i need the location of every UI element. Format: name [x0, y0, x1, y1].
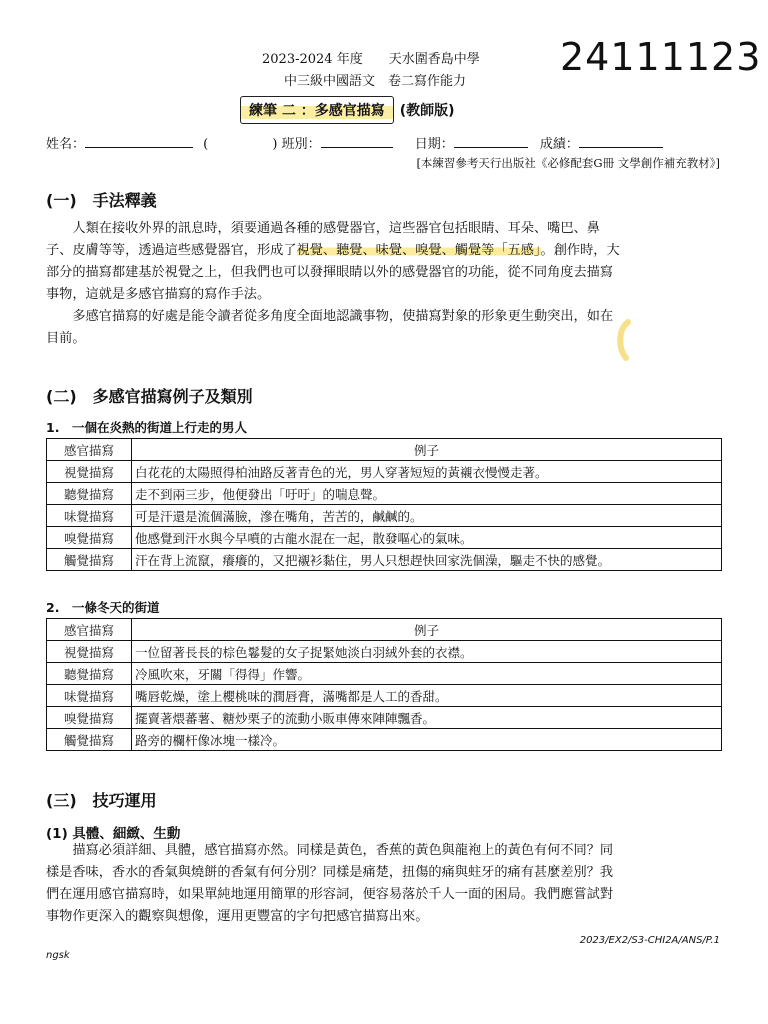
table-row [47, 483, 722, 505]
sense-cell: 嗅覺描寫 [47, 527, 132, 549]
example-1-subtitle: 1. 一個在炎熱的街道上行走的男人 [46, 420, 247, 435]
example-cell: 冷風吹來，牙關「得得」作響。 [132, 663, 722, 685]
sense-cell: 聽覺描寫 [47, 663, 132, 685]
title-boxed: 練筆 二 ：多感官描寫 [240, 96, 394, 124]
sense-cell: 觸覺描寫 [47, 549, 132, 571]
sense-cell: 視覺描寫 [47, 461, 132, 483]
example-cell: 走不到兩三步，他便發出「吁吁」的喘息聲。 [132, 483, 722, 505]
example-cell: 汗在背上流竄，癢癢的，又把襯衫黏住，男人只想趕快回家洗個澡，驅走不快的感覺。 [132, 549, 722, 571]
para-line: 事物作更深入的觀察與想像，運用更豐富的字句把感官描寫出來。 [46, 909, 429, 924]
highlighter-mark [612, 318, 638, 364]
header-sense: 感官描寫 [47, 439, 132, 461]
table-row [47, 461, 722, 483]
score-label: 成績： [539, 137, 579, 152]
example-cell: 路旁的欄杆像冰塊一樣冷。 [132, 729, 722, 751]
table-row [47, 549, 722, 571]
example-cell: 白花花的太陽照得柏油路反著青色的光，男人穿著短短的黃襯衣慢慢走著。 [132, 461, 722, 483]
section-3-subheading: (1) 具體、細緻、生動 [46, 826, 181, 842]
name-field[interactable] [85, 135, 193, 148]
example-cell: 擺賣著煨蕃薯、糖炒栗子的流動小販車傳來陣陣飄香。 [132, 707, 722, 729]
example-2-table [46, 618, 722, 751]
para-line: 事物，這就是多感官描寫的寫作手法。 [46, 287, 271, 302]
example-2-subtitle: 2. 一條冬天的街道 [46, 600, 160, 615]
author-initials: ngsk [46, 950, 70, 961]
date-field[interactable] [454, 135, 528, 148]
para-line: 們在運用感官描寫時，如果單純地運用簡單的形容詞，便容易落於千人一面的困局。我們應嘗試對 [46, 887, 614, 902]
header-example: 例子 [132, 619, 722, 641]
title-suffix: (教師版) [399, 103, 455, 119]
para-line: 人類在接收外界的訊息時，須要通過各種的感覺器官，這些器官包括眼睛、耳朵、嘴巴、鼻 [72, 221, 600, 236]
para-line: 描寫必須詳細、具體，感官描寫亦然。同樣是黃色，香蕉的黃色與龍袍上的黃色有何不同？同 [72, 843, 614, 858]
highlighted-five-senses: 視覺、聽覺、味覺、嗅覺、觸覺等「五感」 [296, 243, 541, 258]
paren-open: ( [203, 137, 209, 152]
section-2-heading: (二) 多感官描寫例子及類別 [46, 387, 253, 406]
reference-note: [本練習參考天行出版社《必修配套G冊 文學創作補充教材》] [416, 156, 720, 170]
name-label: 姓名： [46, 137, 86, 152]
student-info-row [46, 133, 663, 152]
table-row [47, 729, 722, 751]
table-header-row [47, 619, 722, 641]
section-3-body [46, 840, 718, 928]
table-row [47, 641, 722, 663]
header-sense: 感官描寫 [47, 619, 132, 641]
para-line: 目前。 [46, 331, 86, 346]
example-cell: 可是汗還是流個滿臉，滲在嘴角，苦苦的，鹹鹹的。 [132, 505, 722, 527]
header-line-1: 2023-2024 年度 天水圍香島中學 [262, 52, 480, 67]
handwritten-number: 24111123 [560, 35, 762, 79]
example-cell: 嘴唇乾燥，塗上櫻桃味的潤唇膏，滿嘴都是人工的香甜。 [132, 685, 722, 707]
para-line [46, 240, 718, 262]
header-line-2: 中三級中國語文 卷二寫作能力 [284, 74, 467, 89]
section-3-heading: (三) 技巧運用 [46, 791, 157, 810]
example-cell: 一位留著長長的棕色鬈髮的女子捉緊她淡白羽絨外套的衣襟。 [132, 641, 722, 663]
sense-cell: 視覺描寫 [47, 641, 132, 663]
class-field[interactable] [321, 135, 393, 148]
table-row [47, 505, 722, 527]
sense-cell: 聽覺描寫 [47, 483, 132, 505]
class-label: ) 班別： [272, 137, 321, 152]
table-row [47, 685, 722, 707]
example-cell: 他感覺到汗水與今早噴的古龍水混在一起，散發嘔心的氣味。 [132, 527, 722, 549]
table-row [47, 707, 722, 729]
table-row [47, 527, 722, 549]
score-field[interactable] [579, 135, 663, 148]
date-label: 日期： [414, 137, 454, 152]
example-1-table [46, 438, 722, 571]
para-line: 多感官描寫的好處是能令讀者從多角度全面地認識事物，使描寫對象的形象更生動突出，如在 [72, 309, 614, 324]
sense-cell: 味覺描寫 [47, 505, 132, 527]
para-text: 。創作時，大 [540, 243, 620, 258]
table-row [47, 663, 722, 685]
table-header-row [47, 439, 722, 461]
para-line: 樣是香味，香水的香氣與燒餅的香氣有何分別？同樣是痛楚，扭傷的痛與蛀牙的痛有甚麼差別？我 [46, 865, 614, 880]
sense-cell: 嗅覺描寫 [47, 707, 132, 729]
para-line: 部分的描寫都建基於視覺之上，但我們也可以發揮眼睛以外的感覺器官的功能，從不同角度去描寫 [46, 265, 614, 280]
worksheet-title [240, 96, 455, 124]
header-example: 例子 [132, 439, 722, 461]
section-1-heading: (一) 手法釋義 [46, 191, 157, 210]
sense-cell: 觸覺描寫 [47, 729, 132, 751]
page-code: 2023/EX2/S3-CHI2A/ANS/P.1 [579, 935, 720, 946]
sense-cell: 味覺描寫 [47, 685, 132, 707]
para-text: 子、皮膚等等，透過這些感覺器官，形成了 [46, 243, 297, 258]
